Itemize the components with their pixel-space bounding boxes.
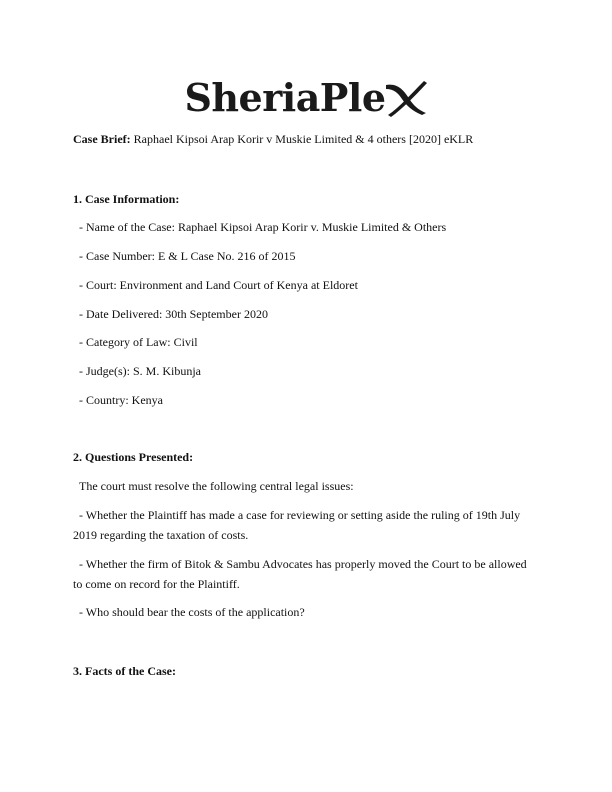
info-date-delivered: - Date Delivered: 30th September 2020 — [79, 307, 268, 321]
sheriaplex-logo — [0, 72, 612, 124]
logo-text: SheriaPle — [184, 75, 386, 120]
section-heading-questions: 2. Questions Presented: — [73, 450, 194, 464]
question-1-line-1: - Whether the Plaintiff has made a case for reviewing or setting aside the ruling of 19th July — [79, 508, 521, 522]
section-heading-facts: 3. Facts of the Case: — [73, 664, 176, 678]
info-case-number: - Case Number: E & L Case No. 216 of 2015 — [79, 249, 296, 263]
questions-intro: The court must resolve the following central legal issues: — [79, 479, 354, 493]
question-2-line-2: to come on record for the Plaintiff. — [73, 577, 240, 591]
section-heading-case-information: 1. Case Information: — [73, 192, 180, 206]
info-category: - Category of Law: Civil — [79, 335, 198, 349]
info-judge: - Judge(s): S. M. Kibunja — [79, 364, 201, 378]
question-1-line-2: 2019 regarding the taxation of costs. — [73, 528, 249, 542]
question-3: - Who should bear the costs of the application? — [79, 605, 305, 619]
logo-x-icon — [384, 77, 428, 117]
case-brief-name: Raphael Kipsoi Arap Korir v Muskie Limited & 4 others [2020] eKLR — [133, 132, 474, 146]
info-case-name: - Name of the Case: Raphael Kipsoi Arap Korir v. Muskie Limited & Others — [79, 220, 447, 234]
info-country: - Country: Kenya — [79, 393, 163, 407]
info-court: - Court: Environment and Land Court of Kenya at Eldoret — [79, 278, 358, 292]
question-2-line-1: - Whether the firm of Bitok & Sambu Advocates has properly moved the Court to be allowed — [79, 557, 527, 571]
case-brief-label: Case Brief: — [73, 132, 131, 146]
case-brief-title — [73, 132, 473, 147]
